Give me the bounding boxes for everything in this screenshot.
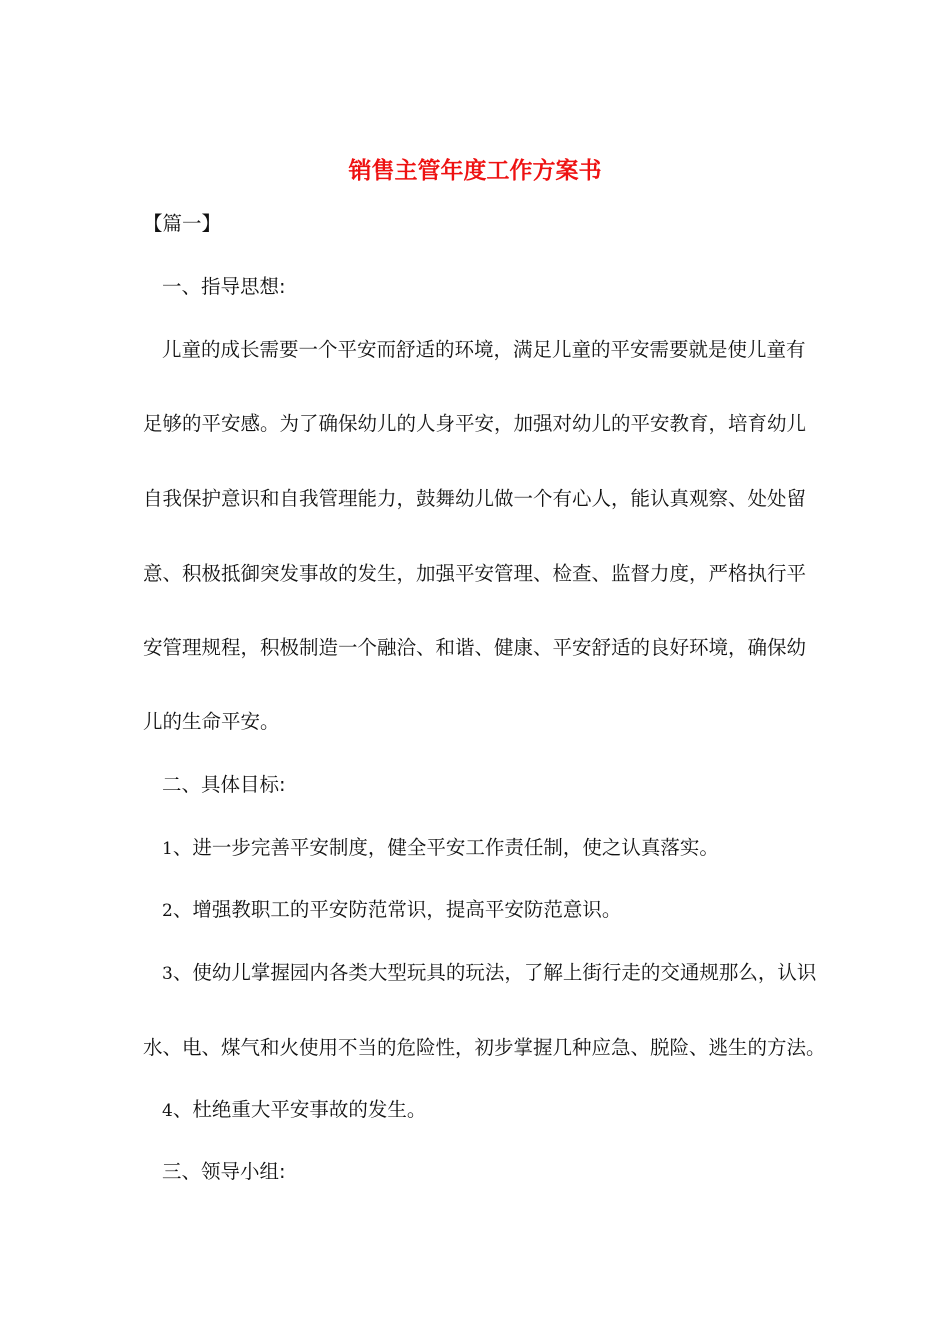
heading-specific-goals: 二、具体目标: <box>162 773 286 796</box>
goal-item <box>162 960 816 987</box>
paragraph-line: 儿童的成长需要一个平安而舒适的环境，满足儿童的平安需要就是使儿童有 <box>162 338 806 361</box>
document-title: 销售主管年度工作方案书 <box>348 158 602 184</box>
paragraph-line: 足够的平安感。为了确保幼儿的人身平安，加强对幼儿的平安教育，培育幼儿 <box>143 412 807 435</box>
goal-number: 2 <box>162 901 173 921</box>
section-marker: 【篇一】 <box>143 212 222 235</box>
goal-number: 1 <box>162 839 173 859</box>
paragraph-line: 意、积极抵御突发事故的发生，加强平安管理、检查、监督力度，严格执行平 <box>143 562 807 585</box>
heading-leadership-group: 三、领导小组: <box>162 1160 286 1183</box>
heading-guiding-ideology: 一、指导思想: <box>162 275 286 298</box>
paragraph-line: 安管理规程，积极制造一个融洽、和谐、健康、平安舒适的良好环境，确保幼 <box>143 636 807 659</box>
goal-item <box>162 1097 426 1124</box>
paragraph-line: 儿的生命平安。 <box>143 710 280 733</box>
goal-number: 4 <box>162 1101 173 1121</box>
goal-number: 3 <box>162 964 173 984</box>
goal-text: 、进一步完善平安制度，健全平安工作责任制，使之认真落实。 <box>172 836 719 859</box>
goal-item <box>162 897 621 924</box>
paragraph-line: 自我保护意识和自我管理能力，鼓舞幼儿做一个有心人，能认真观察、处处留 <box>143 487 807 510</box>
goal-text: 、杜绝重大平安事故的发生。 <box>172 1098 427 1121</box>
goal-text: 、使幼儿掌握园内各类大型玩具的玩法，了解上街行走的交通规那么，认识 <box>172 961 817 984</box>
goal-continuation: 水、电、煤气和火使用不当的危险性，初步掌握几种应急、脱险、逃生的方法。 <box>143 1036 826 1059</box>
goal-text: 、增强教职工的平安防范常识，提高平安防范意识。 <box>172 898 622 921</box>
goal-item <box>162 835 719 862</box>
